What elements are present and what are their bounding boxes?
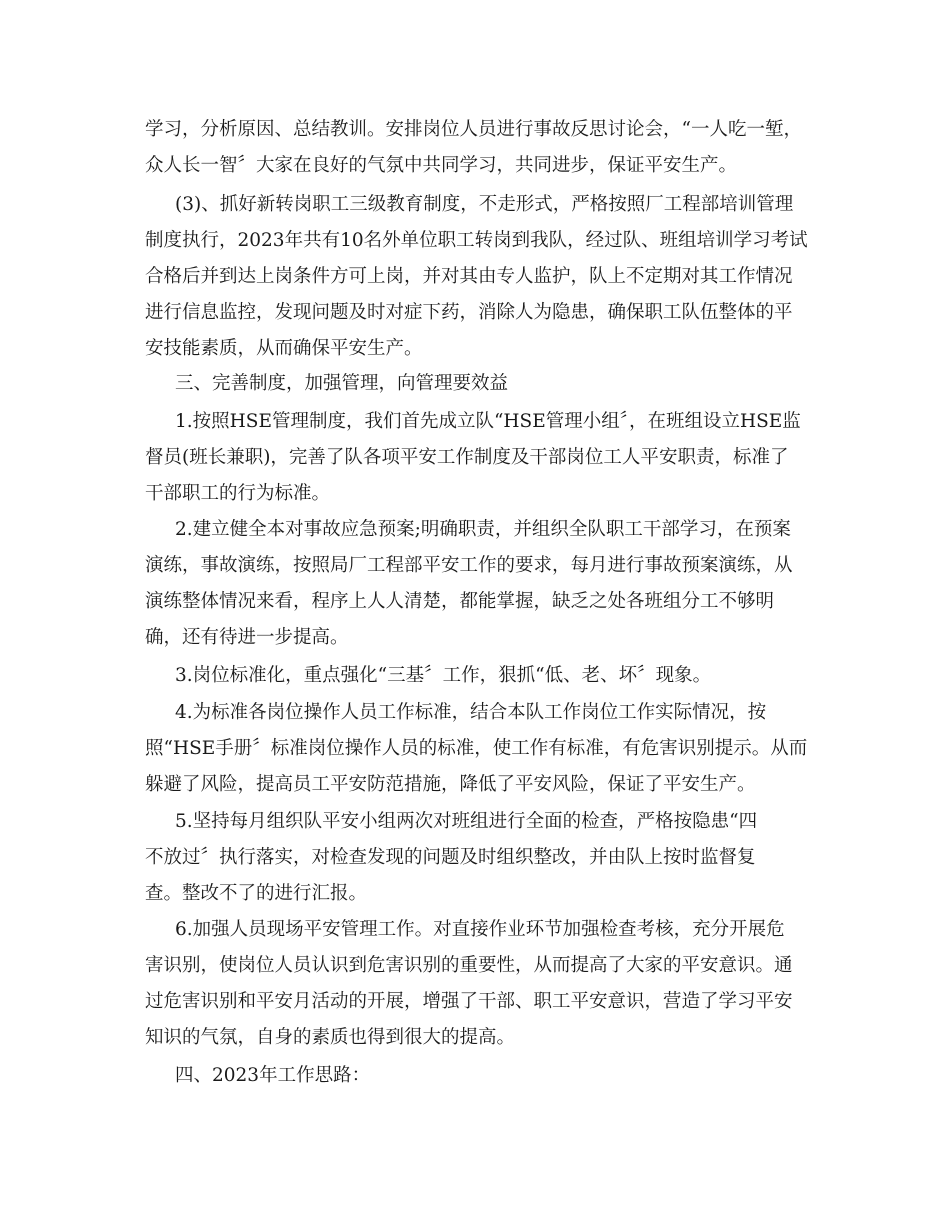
text-line: 督员(班长兼职)，完善了队各项平安工作制度及干部岗位工人平安职责，标准了 bbox=[145, 447, 789, 468]
paragraph-item-3-training bbox=[145, 187, 808, 367]
text-line: 1.按照HSE管理制度，我们首先成立队“HSE管理小组〞，在班组设立HSE监 bbox=[175, 411, 801, 432]
section-heading-4 bbox=[145, 1058, 805, 1094]
text-line: 6.加强人员现场平安管理工作。对直接作业环节加强检查考核，充分开展危 bbox=[175, 919, 785, 940]
text-line: 躲避了风险，提高员工平安防范措施，降低了平安风险，保证了平安生产。 bbox=[145, 774, 756, 795]
text-line: 制度执行，2023年共有10名外单位职工转岗到我队，经过队、班组培训学习考试 bbox=[145, 230, 808, 251]
text-line: 进行信息监控，发现问题及时对症下药，消除人为隐患，确保职工队伍整体的平 bbox=[145, 302, 793, 323]
text-line: 确，还有待进一步提高。 bbox=[145, 627, 349, 648]
text-line: 知识的气氛，自身的素质也得到很大的提高。 bbox=[145, 1027, 516, 1048]
text-line: 害识别，使岗位人员认识到危害识别的重要性，从而提高了大家的平安意识。通 bbox=[145, 955, 793, 976]
text-line: 干部职工的行为标准。 bbox=[145, 483, 331, 504]
text-line: 演练整体情况来看，程序上人人清楚，都能掌握，缺乏之处各班组分工不够明 bbox=[145, 591, 775, 612]
text-line: 不放过〞执行落实，对检查发现的问题及时组织整改，并由队上按时监督复 bbox=[145, 847, 756, 868]
section-heading: 四、2023年工作思路： bbox=[175, 1065, 371, 1086]
text-line: 4.为标准各岗位操作人员工作标准，结合本队工作岗位工作实际情况，按 bbox=[175, 702, 767, 723]
paragraph-item-4 bbox=[145, 695, 808, 803]
paragraph-item-6 bbox=[145, 912, 805, 1056]
text-line: 查。整改不了的进行汇报。 bbox=[145, 883, 368, 904]
paragraph-item-5 bbox=[145, 804, 805, 912]
text-line: 学习，分析原因、总结教训。安排岗位人员进行事故反思讨论会，“一人吃一堑， bbox=[145, 119, 802, 140]
paragraph-item-2 bbox=[145, 512, 805, 656]
section-heading: 三、完善制度，加强管理，向管理要效益 bbox=[175, 373, 509, 394]
text-line: 5.坚持每月组织队平安小组两次对班组进行全面的检查，严格按隐患“四 bbox=[175, 811, 758, 832]
section-heading-3 bbox=[145, 366, 805, 402]
text-line: (3)、抓好新转岗职工三级教育制度，不走形式，严格按照厂工程部培训管理 bbox=[175, 194, 794, 215]
text-line: 过危害识别和平安月活动的开展，增强了干部、职工平安意识，营造了学习平安 bbox=[145, 991, 793, 1012]
text-line: 演练，事故演练，按照局厂工程部平安工作的要求，每月进行事故预案演练，从 bbox=[145, 555, 793, 576]
text-line: 合格后并到达上岗条件方可上岗，并对其由专人监护，队上不定期对其工作情况 bbox=[145, 266, 793, 287]
paragraph-item-3 bbox=[145, 658, 805, 694]
paragraph-item-1 bbox=[145, 404, 805, 512]
text-line: 众人长一智〞大家在良好的气氛中共同学习，共同进步，保证平安生产。 bbox=[145, 155, 738, 176]
text-line: 安技能素质，从而确保平安生产。 bbox=[145, 338, 423, 359]
text-line: 2.建立健全本对事故应急预案;明确职责，并组织全队职工干部学习，在预案 bbox=[175, 519, 791, 540]
text-line: 3.岗位标准化，重点强化“三基〞工作，狠抓“低、老、坏〞现象。 bbox=[175, 665, 712, 686]
text-line: 照“HSE手册〞标准岗位操作人员的标准，使工作有标准，有危害识别提示。从而 bbox=[145, 738, 808, 759]
paragraph-reflection-meeting bbox=[145, 112, 805, 184]
